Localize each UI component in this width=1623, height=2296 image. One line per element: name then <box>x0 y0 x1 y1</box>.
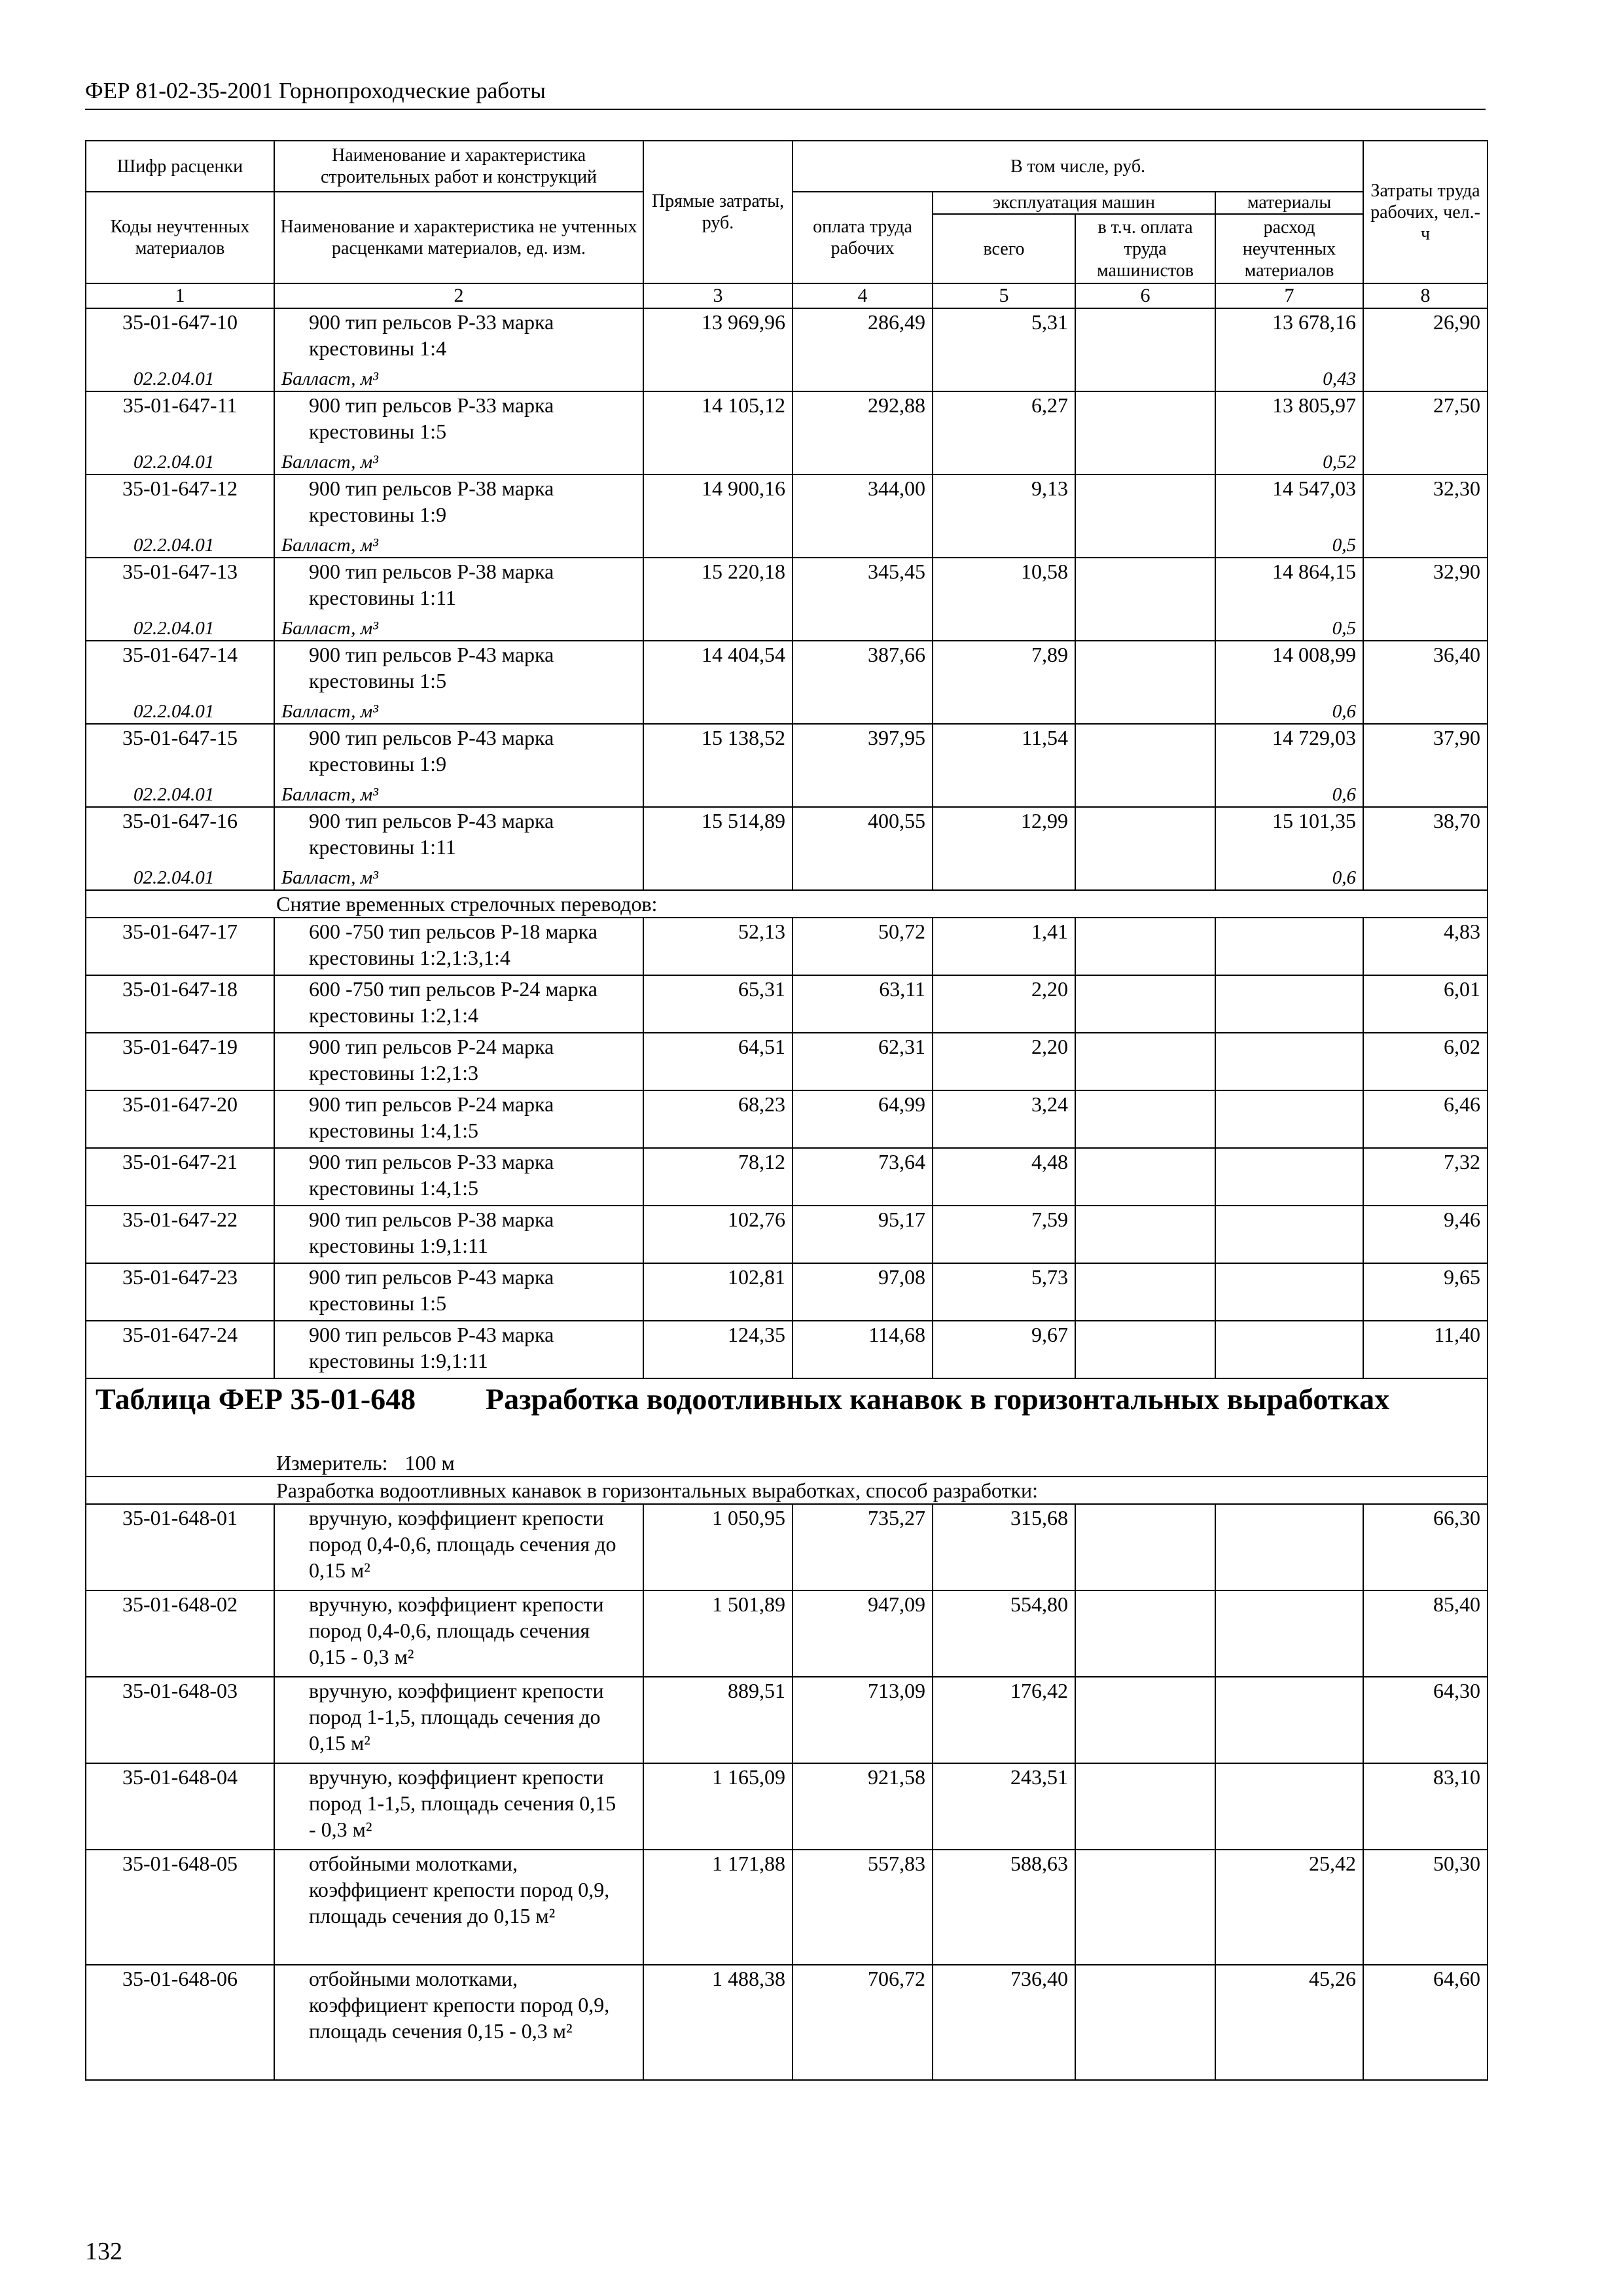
rate-name-cell <box>274 1263 643 1321</box>
wages-cost: 706,72 <box>793 1965 933 2080</box>
rate-code: 35-01-648-03 <box>86 1677 274 1763</box>
rate-code: 35-01-647-19 <box>86 1033 274 1090</box>
rate-name: 900 тип рельсов Р-38 марка крестовины 1:11 <box>309 560 554 609</box>
operator-wages <box>1075 558 1215 641</box>
table-title-row <box>86 1378 1488 1450</box>
materials-cost <box>1215 1090 1363 1148</box>
rate-code: 35-01-647-10 <box>122 310 238 334</box>
material-code: 02.2.04.01 <box>134 701 215 722</box>
rate-name-cell <box>274 1763 643 1850</box>
material-qty: 0,6 <box>1332 784 1357 805</box>
rate-name: 900 тип рельсов Р-43 марка крестовины 1:11 <box>309 809 554 859</box>
rate-code: 35-01-647-18 <box>86 975 274 1033</box>
direct-cost: 13 969,96 <box>643 308 793 391</box>
rate-code: 35-01-647-17 <box>86 918 274 975</box>
direct-cost: 15 220,18 <box>643 558 793 641</box>
table-row <box>86 975 1488 1033</box>
rates-table <box>85 140 1488 2081</box>
col-number: 7 <box>1215 283 1363 308</box>
table-row <box>86 641 1488 724</box>
rate-name-cell <box>274 1677 643 1763</box>
wages-cost: 387,66 <box>793 641 933 724</box>
table-row <box>86 558 1488 641</box>
machines-cost: 243,51 <box>933 1763 1075 1850</box>
operator-wages <box>1075 1677 1215 1763</box>
labor-cost: 7,32 <box>1363 1148 1488 1206</box>
labor-cost: 6,02 <box>1363 1033 1488 1090</box>
direct-cost: 14 900,16 <box>643 475 793 558</box>
rate-code-cell <box>86 641 274 724</box>
rate-code-cell <box>86 558 274 641</box>
materials-cost: 13 805,97 <box>1272 393 1357 417</box>
direct-cost: 102,76 <box>643 1206 793 1263</box>
table-row <box>86 1263 1488 1321</box>
rate-name: 900 тип рельсов Р-38 марка крестовины 1:9,1:11 <box>309 1208 554 1257</box>
col-labor-header: Затраты труда рабочих, чел.-ч <box>1363 141 1488 283</box>
rate-name: 600 -750 тип рельсов Р-18 марка крестовины 1:2,1:3,1:4 <box>309 920 597 969</box>
direct-cost: 14 404,54 <box>643 641 793 724</box>
rate-code: 35-01-648-06 <box>86 1965 274 2080</box>
wages-cost: 292,88 <box>793 391 933 475</box>
material-qty: 0,6 <box>1332 701 1357 722</box>
materials-cost <box>1215 1504 1363 1590</box>
section-heading: Снятие временных стрелочных переводов: <box>86 890 1488 918</box>
rate-name-cell <box>274 475 643 558</box>
col-number: 6 <box>1075 283 1215 308</box>
rate-code: 35-01-647-14 <box>122 643 238 666</box>
materials-cost <box>1215 1263 1363 1321</box>
direct-cost: 124,35 <box>643 1321 793 1378</box>
wages-cost: 947,09 <box>793 1590 933 1677</box>
materials-cost <box>1215 918 1363 975</box>
rate-name: вручную, коэффициент крепости пород 0,4-0,6, площадь сечения 0,15 - 0,3 м² <box>309 1592 604 1668</box>
materials-cell <box>1215 308 1363 391</box>
col-machines-header: эксплуатация машин <box>933 192 1215 214</box>
operator-wages <box>1075 724 1215 807</box>
direct-cost: 1 488,38 <box>643 1965 793 2080</box>
col-number: 1 <box>86 283 274 308</box>
rate-name-cell <box>274 918 643 975</box>
labor-cost: 36,40 <box>1363 641 1488 724</box>
rate-code: 35-01-648-04 <box>86 1763 274 1850</box>
machines-cost: 588,63 <box>933 1850 1075 1965</box>
materials-cost <box>1215 1148 1363 1206</box>
table-row <box>86 1965 1488 2080</box>
rate-name-cell <box>274 391 643 475</box>
rate-code: 35-01-648-02 <box>86 1590 274 1677</box>
col-including-header: В том числе, руб. <box>793 141 1363 192</box>
machines-cost: 7,89 <box>933 641 1075 724</box>
rate-code: 35-01-647-11 <box>122 393 238 417</box>
machines-cost: 4,48 <box>933 1148 1075 1206</box>
machines-cost: 6,27 <box>933 391 1075 475</box>
table-row <box>86 724 1488 807</box>
col-number: 2 <box>274 283 643 308</box>
rate-code-cell <box>86 308 274 391</box>
wages-cost: 50,72 <box>793 918 933 975</box>
operator-wages <box>1075 641 1215 724</box>
operator-wages <box>1075 1590 1215 1677</box>
rate-name: отбойными молотками, коэффициент крепости пород 0,9, площадь сечения до 0,15 м² <box>309 1852 610 1928</box>
rate-code-cell <box>86 724 274 807</box>
table-row <box>86 1090 1488 1148</box>
operator-wages <box>1075 975 1215 1033</box>
machines-cost: 9,13 <box>933 475 1075 558</box>
materials-cost <box>1215 1206 1363 1263</box>
operator-wages <box>1075 1763 1215 1850</box>
rate-name-cell <box>274 807 643 890</box>
table-row <box>86 475 1488 558</box>
materials-cost <box>1215 1033 1363 1090</box>
wages-cost: 62,31 <box>793 1033 933 1090</box>
machines-cost: 736,40 <box>933 1965 1075 2080</box>
rate-name-cell <box>274 1206 643 1263</box>
material-code: 02.2.04.01 <box>134 784 215 805</box>
machines-cost: 2,20 <box>933 975 1075 1033</box>
rate-code: 35-01-647-13 <box>122 560 238 583</box>
rate-name-cell <box>274 724 643 807</box>
operator-wages <box>1075 475 1215 558</box>
rate-code: 35-01-648-05 <box>86 1850 274 1965</box>
rate-name-cell <box>274 641 643 724</box>
wages-cost: 64,99 <box>793 1090 933 1148</box>
material-qty: 0,43 <box>1323 368 1357 389</box>
operator-wages <box>1075 391 1215 475</box>
operator-wages <box>1075 918 1215 975</box>
material-qty: 0,6 <box>1332 867 1357 888</box>
rate-name: 900 тип рельсов Р-43 марка крестовины 1:9 <box>309 726 554 776</box>
materials-cost: 15 101,35 <box>1272 809 1357 833</box>
labor-cost: 9,65 <box>1363 1263 1488 1321</box>
rate-name-cell <box>274 558 643 641</box>
wages-cost: 921,58 <box>793 1763 933 1850</box>
direct-cost: 102,81 <box>643 1263 793 1321</box>
table-row <box>86 1148 1488 1206</box>
materials-cell <box>1215 475 1363 558</box>
material-name: Балласт, м³ <box>281 618 378 639</box>
machines-cost: 5,73 <box>933 1263 1075 1321</box>
machines-cost: 7,59 <box>933 1206 1075 1263</box>
wages-cost: 286,49 <box>793 308 933 391</box>
materials-cost <box>1215 1590 1363 1677</box>
machines-cost: 3,24 <box>933 1090 1075 1148</box>
operator-wages <box>1075 1206 1215 1263</box>
table-row <box>86 1590 1488 1677</box>
materials-cost: 13 678,16 <box>1272 310 1357 334</box>
col-codes-unaccounted-header: Коды неучтенных материалов <box>86 192 274 283</box>
direct-cost: 889,51 <box>643 1677 793 1763</box>
col-direct-header: Прямые затраты, руб. <box>643 141 793 283</box>
machines-cost: 11,54 <box>933 724 1075 807</box>
table-row <box>86 1677 1488 1763</box>
material-code: 02.2.04.01 <box>134 867 215 888</box>
page-number: 132 <box>85 2238 122 2265</box>
operator-wages <box>1075 807 1215 890</box>
rate-name-cell <box>274 1148 643 1206</box>
col-name-header: Наименование и характеристика строительных работ и конструкций <box>274 141 643 192</box>
labor-cost: 32,30 <box>1363 475 1488 558</box>
col-materials-usage-header: расход неучтенных материалов <box>1215 214 1363 283</box>
direct-cost: 15 138,52 <box>643 724 793 807</box>
rate-name: 600 -750 тип рельсов Р-24 марка крестовины 1:2,1:4 <box>309 977 597 1027</box>
table-row <box>86 391 1488 475</box>
table-row <box>86 1504 1488 1590</box>
col-total-header: всего <box>933 214 1075 283</box>
direct-cost: 1 501,89 <box>643 1590 793 1677</box>
direct-cost: 14 105,12 <box>643 391 793 475</box>
direct-cost: 68,23 <box>643 1090 793 1148</box>
materials-cost: 14 864,15 <box>1272 560 1357 583</box>
rate-code: 35-01-647-24 <box>86 1321 274 1378</box>
rate-name: вручную, коэффициент крепости пород 1-1,5, площадь сечения 0,15 - 0,3 м² <box>309 1765 616 1841</box>
rate-name: 900 тип рельсов Р-24 марка крестовины 1:2,1:3 <box>309 1035 554 1085</box>
rate-code-cell <box>86 475 274 558</box>
wages-cost: 63,11 <box>793 975 933 1033</box>
labor-cost: 37,90 <box>1363 724 1488 807</box>
wages-cost: 713,09 <box>793 1677 933 1763</box>
measure-label: Измеритель: <box>276 1451 388 1475</box>
rate-name-cell <box>274 1321 643 1378</box>
materials-cost: 45,26 <box>1215 1965 1363 2080</box>
table-title-cell <box>86 1378 1488 1450</box>
rate-code: 35-01-647-23 <box>86 1263 274 1321</box>
material-qty: 0,5 <box>1332 618 1357 639</box>
materials-cost <box>1215 1763 1363 1850</box>
operator-wages <box>1075 1263 1215 1321</box>
section-row <box>86 1477 1488 1504</box>
material-name: Балласт, м³ <box>281 867 378 888</box>
material-name: Балласт, м³ <box>281 452 378 473</box>
rate-code: 35-01-647-16 <box>122 809 238 833</box>
wages-cost: 95,17 <box>793 1206 933 1263</box>
labor-cost: 9,46 <box>1363 1206 1488 1263</box>
material-qty: 0,52 <box>1323 452 1357 473</box>
materials-cost: 25,42 <box>1215 1850 1363 1965</box>
rate-name: 900 тип рельсов Р-33 марка крестовины 1:4 <box>309 310 554 360</box>
rate-name: вручную, коэффициент крепости пород 0,4-0,6, площадь сечения до 0,15 м² <box>309 1506 616 1582</box>
rate-name-cell <box>274 975 643 1033</box>
rate-code: 35-01-647-12 <box>122 476 238 500</box>
labor-cost: 32,90 <box>1363 558 1488 641</box>
rate-name: отбойными молотками, коэффициент крепости пород 0,9, площадь сечения 0,15 - 0,3 м² <box>309 1967 610 2043</box>
wages-cost: 735,27 <box>793 1504 933 1590</box>
rate-name-cell <box>274 1850 643 1965</box>
table-row <box>86 308 1488 391</box>
col-name-unaccounted-header: Наименование и характеристика не учтенных расценками материалов, ед. изм. <box>274 192 643 283</box>
labor-cost: 27,50 <box>1363 391 1488 475</box>
labor-cost: 64,30 <box>1363 1677 1488 1763</box>
material-code: 02.2.04.01 <box>134 452 215 473</box>
operator-wages <box>1075 1321 1215 1378</box>
machines-cost: 1,41 <box>933 918 1075 975</box>
col-number: 3 <box>643 283 793 308</box>
rate-name: 900 тип рельсов Р-43 марка крестовины 1:5 <box>309 643 554 692</box>
table-row <box>86 918 1488 975</box>
labor-cost: 83,10 <box>1363 1763 1488 1850</box>
operator-wages <box>1075 1090 1215 1148</box>
operator-wages <box>1075 1148 1215 1206</box>
labor-cost: 50,30 <box>1363 1850 1488 1965</box>
labor-cost: 64,60 <box>1363 1965 1488 2080</box>
machines-cost: 176,42 <box>933 1677 1075 1763</box>
direct-cost: 64,51 <box>643 1033 793 1090</box>
labor-cost: 85,40 <box>1363 1590 1488 1677</box>
direct-cost: 65,31 <box>643 975 793 1033</box>
rate-code: 35-01-648-01 <box>86 1504 274 1590</box>
col-code-header: Шифр расценки <box>86 141 274 192</box>
operator-wages <box>1075 1504 1215 1590</box>
rate-name-cell <box>274 308 643 391</box>
table-row <box>86 1763 1488 1850</box>
rate-name-cell <box>274 1965 643 2080</box>
rate-code-cell <box>86 807 274 890</box>
section-heading: Разработка водоотливных канавок в горизонтальных выработках, способ разработки: <box>86 1477 1488 1504</box>
machines-cost: 315,68 <box>933 1504 1075 1590</box>
labor-cost: 4,83 <box>1363 918 1488 975</box>
labor-cost: 66,30 <box>1363 1504 1488 1590</box>
section-row <box>86 890 1488 918</box>
wages-cost: 73,64 <box>793 1148 933 1206</box>
materials-cost <box>1215 975 1363 1033</box>
labor-cost: 6,46 <box>1363 1090 1488 1148</box>
rate-name-cell <box>274 1033 643 1090</box>
direct-cost: 1 171,88 <box>643 1850 793 1965</box>
wages-cost: 344,00 <box>793 475 933 558</box>
page-header: ФЕР 81-02-35-2001 Горнопроходческие работы <box>85 77 1486 110</box>
material-code: 02.2.04.01 <box>134 535 215 556</box>
table-title-label: Таблица ФЕР 35-01-648 <box>96 1382 416 1416</box>
material-name: Балласт, м³ <box>281 701 378 722</box>
table-row <box>86 1206 1488 1263</box>
operator-wages <box>1075 1033 1215 1090</box>
table-row <box>86 1033 1488 1090</box>
rate-name-cell <box>274 1504 643 1590</box>
machines-cost: 554,80 <box>933 1590 1075 1677</box>
labor-cost: 38,70 <box>1363 807 1488 890</box>
table-row <box>86 1321 1488 1378</box>
rate-name: вручную, коэффициент крепости пород 1-1,5, площадь сечения до 0,15 м² <box>309 1679 604 1755</box>
materials-cell <box>1215 558 1363 641</box>
rate-code-cell <box>86 391 274 475</box>
materials-cell <box>1215 807 1363 890</box>
direct-cost: 1 050,95 <box>643 1504 793 1590</box>
col-wages-header: оплата труда рабочих <box>793 192 933 283</box>
wages-cost: 97,08 <box>793 1263 933 1321</box>
col-number: 5 <box>933 283 1075 308</box>
measure-value: 100 м <box>404 1451 455 1475</box>
materials-cell <box>1215 391 1363 475</box>
col-number: 4 <box>793 283 933 308</box>
material-code: 02.2.04.01 <box>134 618 215 639</box>
measure-row <box>86 1450 1488 1477</box>
operator-wages <box>1075 308 1215 391</box>
rate-code: 35-01-647-22 <box>86 1206 274 1263</box>
wages-cost: 114,68 <box>793 1321 933 1378</box>
machines-cost: 2,20 <box>933 1033 1075 1090</box>
materials-cost <box>1215 1677 1363 1763</box>
operator-wages <box>1075 1850 1215 1965</box>
col-number: 8 <box>1363 283 1488 308</box>
machines-cost: 9,67 <box>933 1321 1075 1378</box>
rate-name: 900 тип рельсов Р-24 марка крестовины 1:4,1:5 <box>309 1092 554 1142</box>
wages-cost: 400,55 <box>793 807 933 890</box>
materials-cost <box>1215 1321 1363 1378</box>
labor-cost: 11,40 <box>1363 1321 1488 1378</box>
rate-code: 35-01-647-15 <box>122 726 238 749</box>
machines-cost: 12,99 <box>933 807 1075 890</box>
material-code: 02.2.04.01 <box>134 368 215 389</box>
rate-name-cell <box>274 1590 643 1677</box>
machines-cost: 5,31 <box>933 308 1075 391</box>
labor-cost: 26,90 <box>1363 308 1488 391</box>
direct-cost: 78,12 <box>643 1148 793 1206</box>
direct-cost: 52,13 <box>643 918 793 975</box>
materials-cost: 14 729,03 <box>1272 726 1357 749</box>
materials-cell <box>1215 641 1363 724</box>
materials-cost: 14 008,99 <box>1272 643 1357 666</box>
wages-cost: 397,95 <box>793 724 933 807</box>
rate-name: 900 тип рельсов Р-33 марка крестовины 1:5 <box>309 393 554 443</box>
rate-code: 35-01-647-20 <box>86 1090 274 1148</box>
materials-cost: 14 547,03 <box>1272 476 1357 500</box>
table-row <box>86 807 1488 890</box>
material-name: Балласт, м³ <box>281 784 378 805</box>
material-qty: 0,5 <box>1332 535 1357 556</box>
rate-name: 900 тип рельсов Р-38 марка крестовины 1:9 <box>309 476 554 526</box>
operator-wages <box>1075 1965 1215 2080</box>
rate-name: 900 тип рельсов Р-33 марка крестовины 1:4,1:5 <box>309 1150 554 1200</box>
wages-cost: 557,83 <box>793 1850 933 1965</box>
materials-cell <box>1215 724 1363 807</box>
table-row <box>86 1850 1488 1965</box>
direct-cost: 1 165,09 <box>643 1763 793 1850</box>
machines-cost: 10,58 <box>933 558 1075 641</box>
col-operator-wages-header: в т.ч. оплата труда машинистов <box>1075 214 1215 283</box>
material-name: Балласт, м³ <box>281 535 378 556</box>
rate-name-cell <box>274 1090 643 1148</box>
direct-cost: 15 514,89 <box>643 807 793 890</box>
col-materials-header: материалы <box>1215 192 1363 214</box>
wages-cost: 345,45 <box>793 558 933 641</box>
table-title-name: Разработка водоотливных канавок в горизонтальных выработках <box>486 1382 1390 1416</box>
measure-cell <box>86 1450 1488 1477</box>
rate-name: 900 тип рельсов Р-43 марка крестовины 1:5 <box>309 1265 554 1315</box>
rate-code: 35-01-647-21 <box>86 1148 274 1206</box>
material-name: Балласт, м³ <box>281 368 378 389</box>
rate-name: 900 тип рельсов Р-43 марка крестовины 1:9,1:11 <box>309 1323 554 1372</box>
labor-cost: 6,01 <box>1363 975 1488 1033</box>
